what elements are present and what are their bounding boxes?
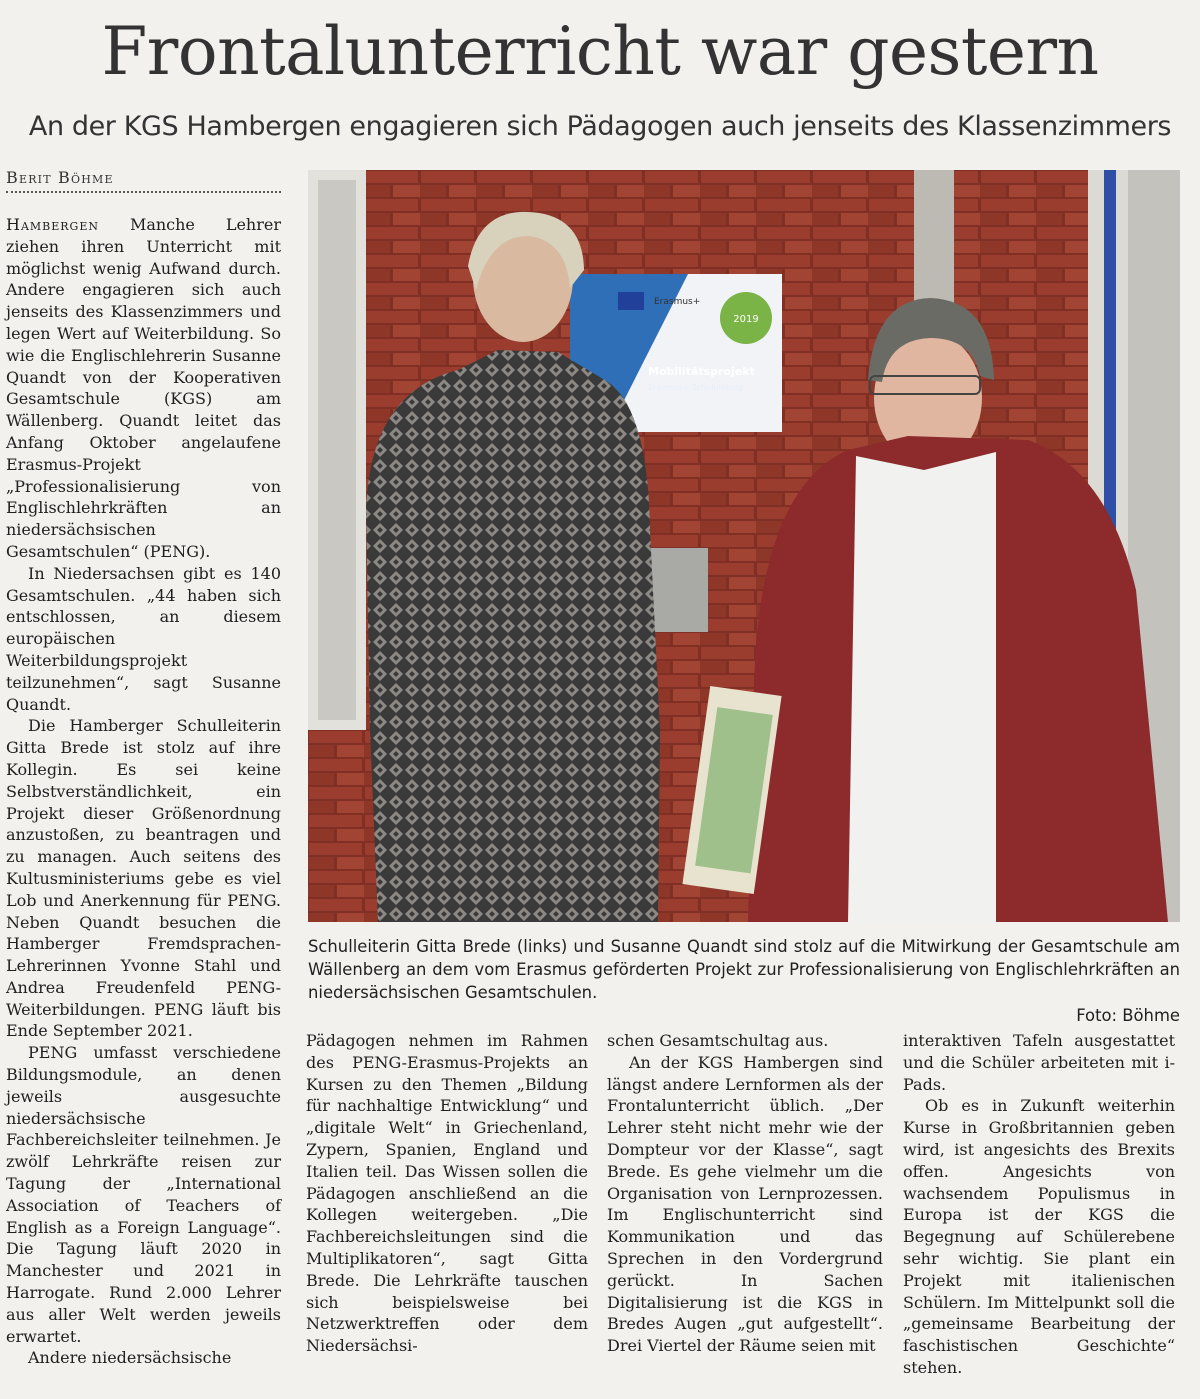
photo-credit: Foto: Böhme [1076,1006,1180,1025]
sign-subtitle: Erasmus+ Schulbildung [648,383,744,392]
article-paragraph: Ob es in Zukunft weiterhin Kurse in Großbritannien geben wird, ist angesichts des Brexits offen. Angesichts von wachsendem Populismus in Europa ist der KGS die Begegnung auf Schülerebene sehr wichtig. Sie plant ein Projekt mit italienischen Schülern. Im Mittelpunkt soll die „gemeinsame Bearbeitung der faschistischen Geschichte“ stehen. [903,1096,1175,1377]
article-column-3 [607,1030,883,1357]
caption-text: Schulleiterin Gitta Brede (links) und Susanne Quandt sind stolz auf die Mitwirkung der Gesamtschule am Wällenberg an dem vom Erasmus geförderten Projekt zur Professionalisierung von Englischlehrkräften an niedersächsischen Gesamtschulen. [308,937,1180,1002]
sign-eu-label: Erasmus+ [654,297,701,307]
article-paragraph: interaktiven Tafeln ausgestattet und die Schüler arbeiteten mit i-Pads. [903,1031,1175,1094]
photo-illustration [308,170,1180,922]
article-paragraph: schen Gesamtschultag aus. [607,1031,829,1050]
article-photo [308,170,1180,922]
headline: Frontalunterricht war gestern [101,13,1099,90]
dateline: Hambergen [6,215,99,234]
article-column-4 [903,1030,1175,1379]
article-paragraph: Hambergen Manche Lehrer ziehen ihren Unterricht mit möglichst wenig Aufwand durch. Andere engagieren sich auch jenseits des Klassenzimmers und legen Wert auf Weiterbildung. So wie die Englischlehrerin Susanne Quandt von der Kooperativen Gesamtschule (KGS) am Wällenberg. Quandt leitet das Anfang Oktober angelaufene Erasmus-Projekt „Professionalisierung von Englischlehrkräften an niedersächsischen Gesamtschulen“ (PENG). [6,215,281,561]
article-paragraph: An der KGS Hambergen sind längst andere Lernformen als der Frontalunterricht üblich. „Der Lehrer steht nicht mehr wie der Dompteur vor der Klasse“, sagt Brede. Es gehe vielmehr um die Organisation von Lernprozessen. Im Englischunterricht sind Kommunikation und das Sprechen in den Vordergrund gerückt. In Sachen Digitalisierung ist die KGS in Bredes Augen „gut aufgestellt“. Drei Viertel der Räume seien mit [607,1052,883,1356]
article-paragraph: Die Hamberger Schulleiterin Gitta Brede ist stolz auf ihre Kollegin. Es sei keine Selbstverständlichkeit, ein Projekt dieser Größenordnung anzustoßen, zu beantragen und zu managen. Auch seitens des Kultusministeriums gebe es viel Lob und Anerkennung für PENG. Neben Quandt besuchen die Hamberger Fremdsprachen-Lehrerinnen Yvonne Stahl und Andrea Freudenfeld PENG-Weiterbildungen. PENG läuft bis Ende September 2021. [6,716,281,1041]
article-paragraph: Andere niedersächsische [28,1348,232,1368]
subheadline: An der KGS Hambergen engagieren sich Pädagogen auch jenseits des Klassenzimmers [28,111,1172,142]
article-paragraph: Pädagogen nehmen im Rahmen des PENG-Erasmus-Projekts an Kursen zu den Themen „Bildung für nachhaltige Entwicklung“ und „digitale Welt“ in Griechenland, Zypern, Spanien, England und Italien teil. Das Wissen sollen die Pädagogen anschließend an die Kollegen weitergeben. „Die Fachbereichsleitungen sind die Multiplikatoren“, sagt Gitta Brede. Die Lehrkräfte tauschen sich beispielsweise bei Netzwerktreffen oder dem Niedersächsi- [306,1031,588,1356]
article-paragraph: In Niedersachsen gibt es 140 Gesamtschulen. „44 haben sich entschlossen, an diesem europäischen Weiterbildungsprojekt teilzunehmen“, sagt Susanne Quandt. [6,563,281,714]
photo-caption [308,935,1180,1027]
article-column-2 [306,1030,588,1357]
byline: Berit Böhme [6,168,281,193]
sign-year: 2019 [733,314,759,325]
sign-title: Mobilitätsprojekt [648,365,755,378]
article-paragraph: PENG umfasst verschiedene Bildungsmodule, an denen jeweils ausgesuchte niedersächsische Fachbereichsleiter teilnehmen. Je zwölf Lehrkräfte reisen zur Tagung der „International Association of Teachers of English as a Foreign Language“. Die Tagung läuft 2020 in Manchester und 2021 in Harrogate. Rund 2.000 Lehrer aus aller Welt werden jeweils erwartet. [6,1043,281,1346]
article-column-1 [6,214,281,1369]
